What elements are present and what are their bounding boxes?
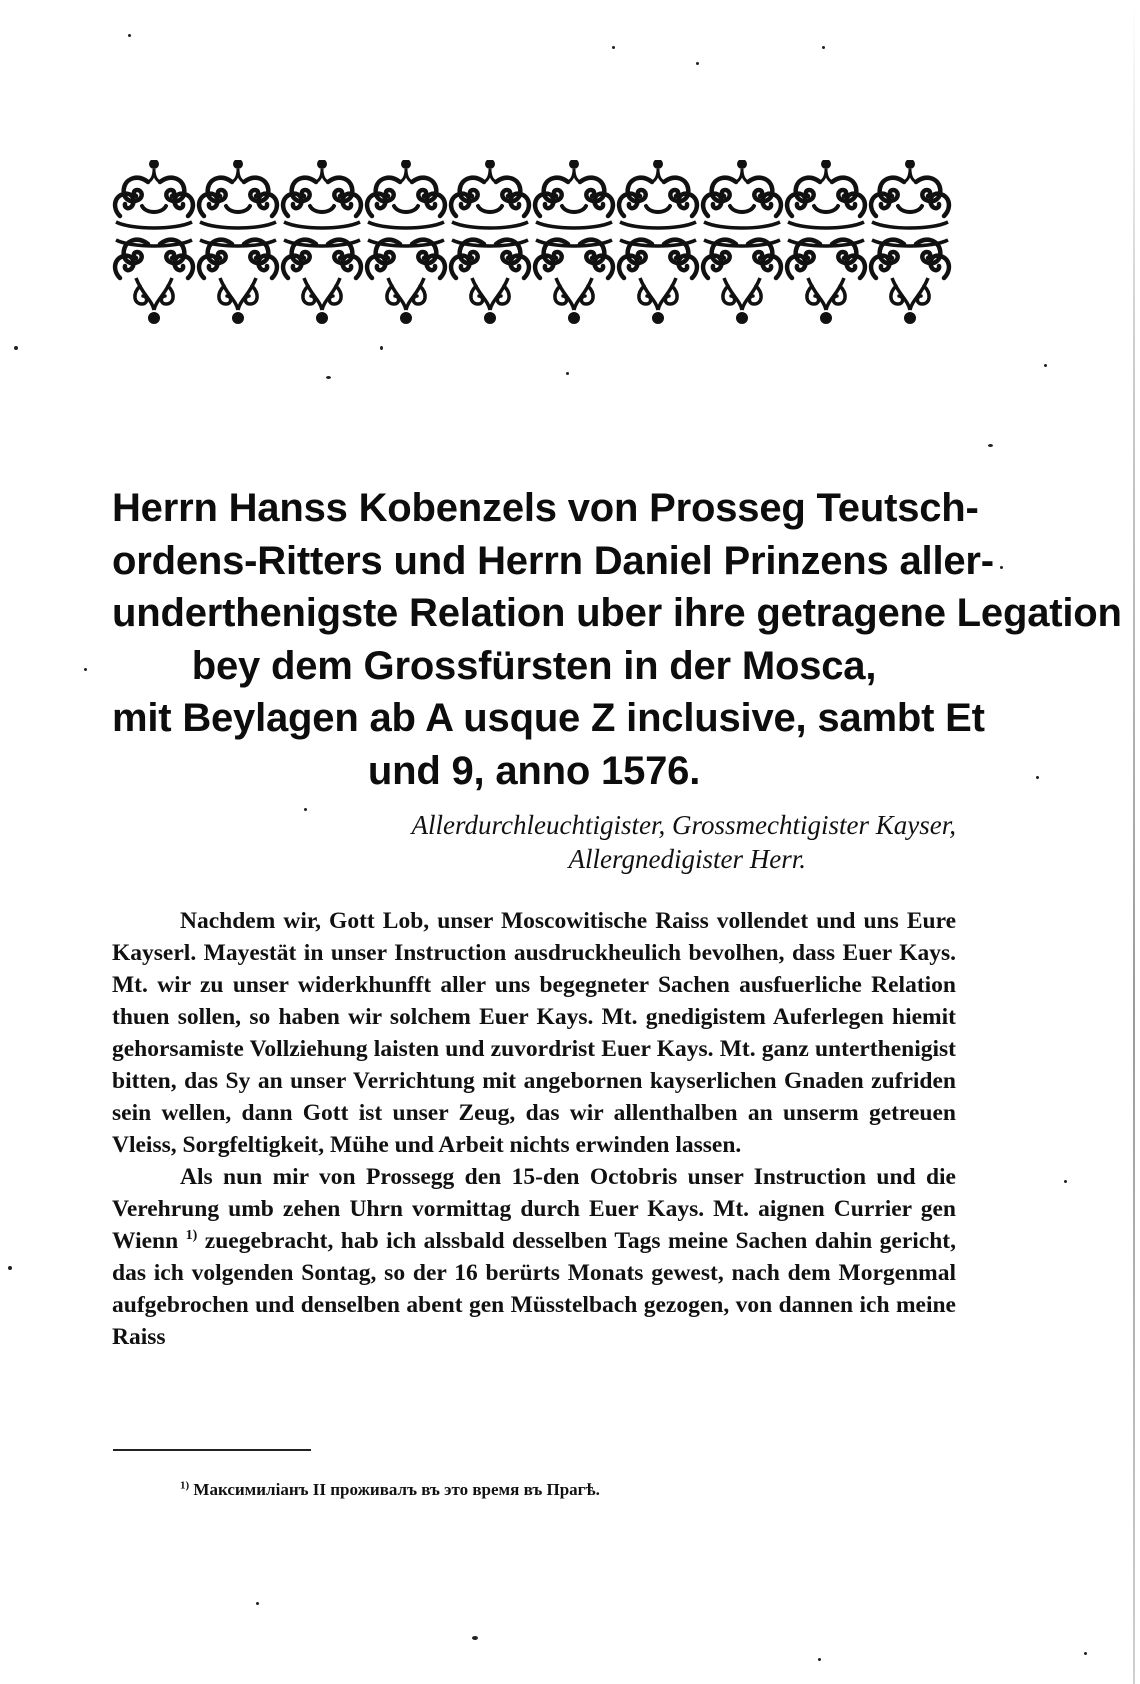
paragraph-1: Nachdem wir, Gott Lob, unser Moscowitische Raiss vollendet und uns Eure Kayserl. Mayestät in unser Instruction ausdruckheulich bevolhen, dass Euer Kays. Mt. wir zu unser widerkhunfft aller uns begegneter Sachen ausfuerliche Relation thuen sollen, so haben wir solchem Euer Kays. Mt. gnedigistem Auferlegen hiemit gehorsamiste Vollziehung laisten und zuvordrist Euer Kays. Mt. ganz unterthenigist bitten, das Sy an unser Verrichtung mit angebornen kayserlichen Gnaden zufriden sein wellen, dann Gott ist unser Zeug, das wir allenthalben an unserm getreuen Vleiss, Sorgfeltigkeit, Mühe und Arbeit nichts erwinden lassen.	[112, 908, 956, 1158]
title-line-6: und 9, anno 1576.	[367, 748, 701, 793]
print-speck	[380, 346, 383, 350]
print-speck	[1000, 566, 1003, 569]
print-speck	[818, 1658, 821, 1661]
document-title	[112, 482, 1122, 797]
ornamental-border	[112, 160, 956, 332]
print-speck	[472, 1636, 478, 1640]
print-speck	[822, 46, 825, 49]
salutation	[300, 808, 956, 876]
footnote-text: Максимиліанъ II проживалъ въ это время въ Прагѣ.	[193, 1480, 600, 1499]
print-speck	[8, 1266, 12, 1270]
footnote-separator	[113, 1449, 311, 1451]
print-speck	[128, 34, 131, 37]
print-speck	[566, 372, 569, 375]
body-text	[112, 905, 956, 1353]
title-line-3: underthenigste Relation uber ihre getragene Legation	[112, 591, 1122, 635]
print-speck	[14, 346, 18, 350]
footnote	[180, 1478, 940, 1502]
salutation-line-1: Allerdurchleuchtigister, Grossmechtigister Kayser,	[411, 810, 956, 840]
print-speck	[256, 1602, 259, 1605]
page-edge-shadow	[1133, 0, 1135, 1684]
print-speck	[1036, 776, 1039, 779]
print-speck	[1044, 364, 1047, 367]
print-speck	[696, 62, 699, 65]
paragraph-2-part-2: zuegebracht, hab ich alssbald desselben Tags meine Sachen dahin gericht, das ich volgenden Sontag, so der 16 berürts Monats gewest, nach dem Morgenmal aufgebrochen und denselben abent gen Müsstelbach gezogen, von dannen ich meine Raiss	[112, 1228, 956, 1350]
print-speck	[304, 808, 307, 811]
footnote-reference: 1)	[185, 1228, 198, 1244]
paragraph-2-part-1: Als nun mir von Prossegg den 15-den Octobris unser Instruction und die Verehrung umb zehen Uhrn vormittag durch Euer Kays. Mt. aignen Currier gen Wienn	[112, 1164, 956, 1254]
title-line-1: Herrn Hanss Kobenzels von Prosseg Teutsch-	[112, 486, 979, 530]
print-speck	[988, 444, 993, 447]
print-speck	[1064, 1180, 1067, 1183]
title-line-2: ordens-Ritters und Herrn Daniel Prinzens aller-	[112, 538, 994, 583]
print-speck	[326, 376, 331, 379]
print-speck	[1084, 1652, 1087, 1655]
title-line-4: bey dem Grossfürsten in der Mosca,	[191, 643, 877, 688]
print-speck	[84, 668, 87, 671]
footnote-marker: 1)	[180, 1479, 190, 1492]
print-speck	[612, 46, 615, 49]
title-line-5: mit Beylagen ab A usque Z inclusive, sambt Et	[112, 696, 985, 740]
salutation-line-2: Allergnedigister Herr.	[568, 844, 806, 874]
paragraph-2	[112, 1161, 956, 1353]
